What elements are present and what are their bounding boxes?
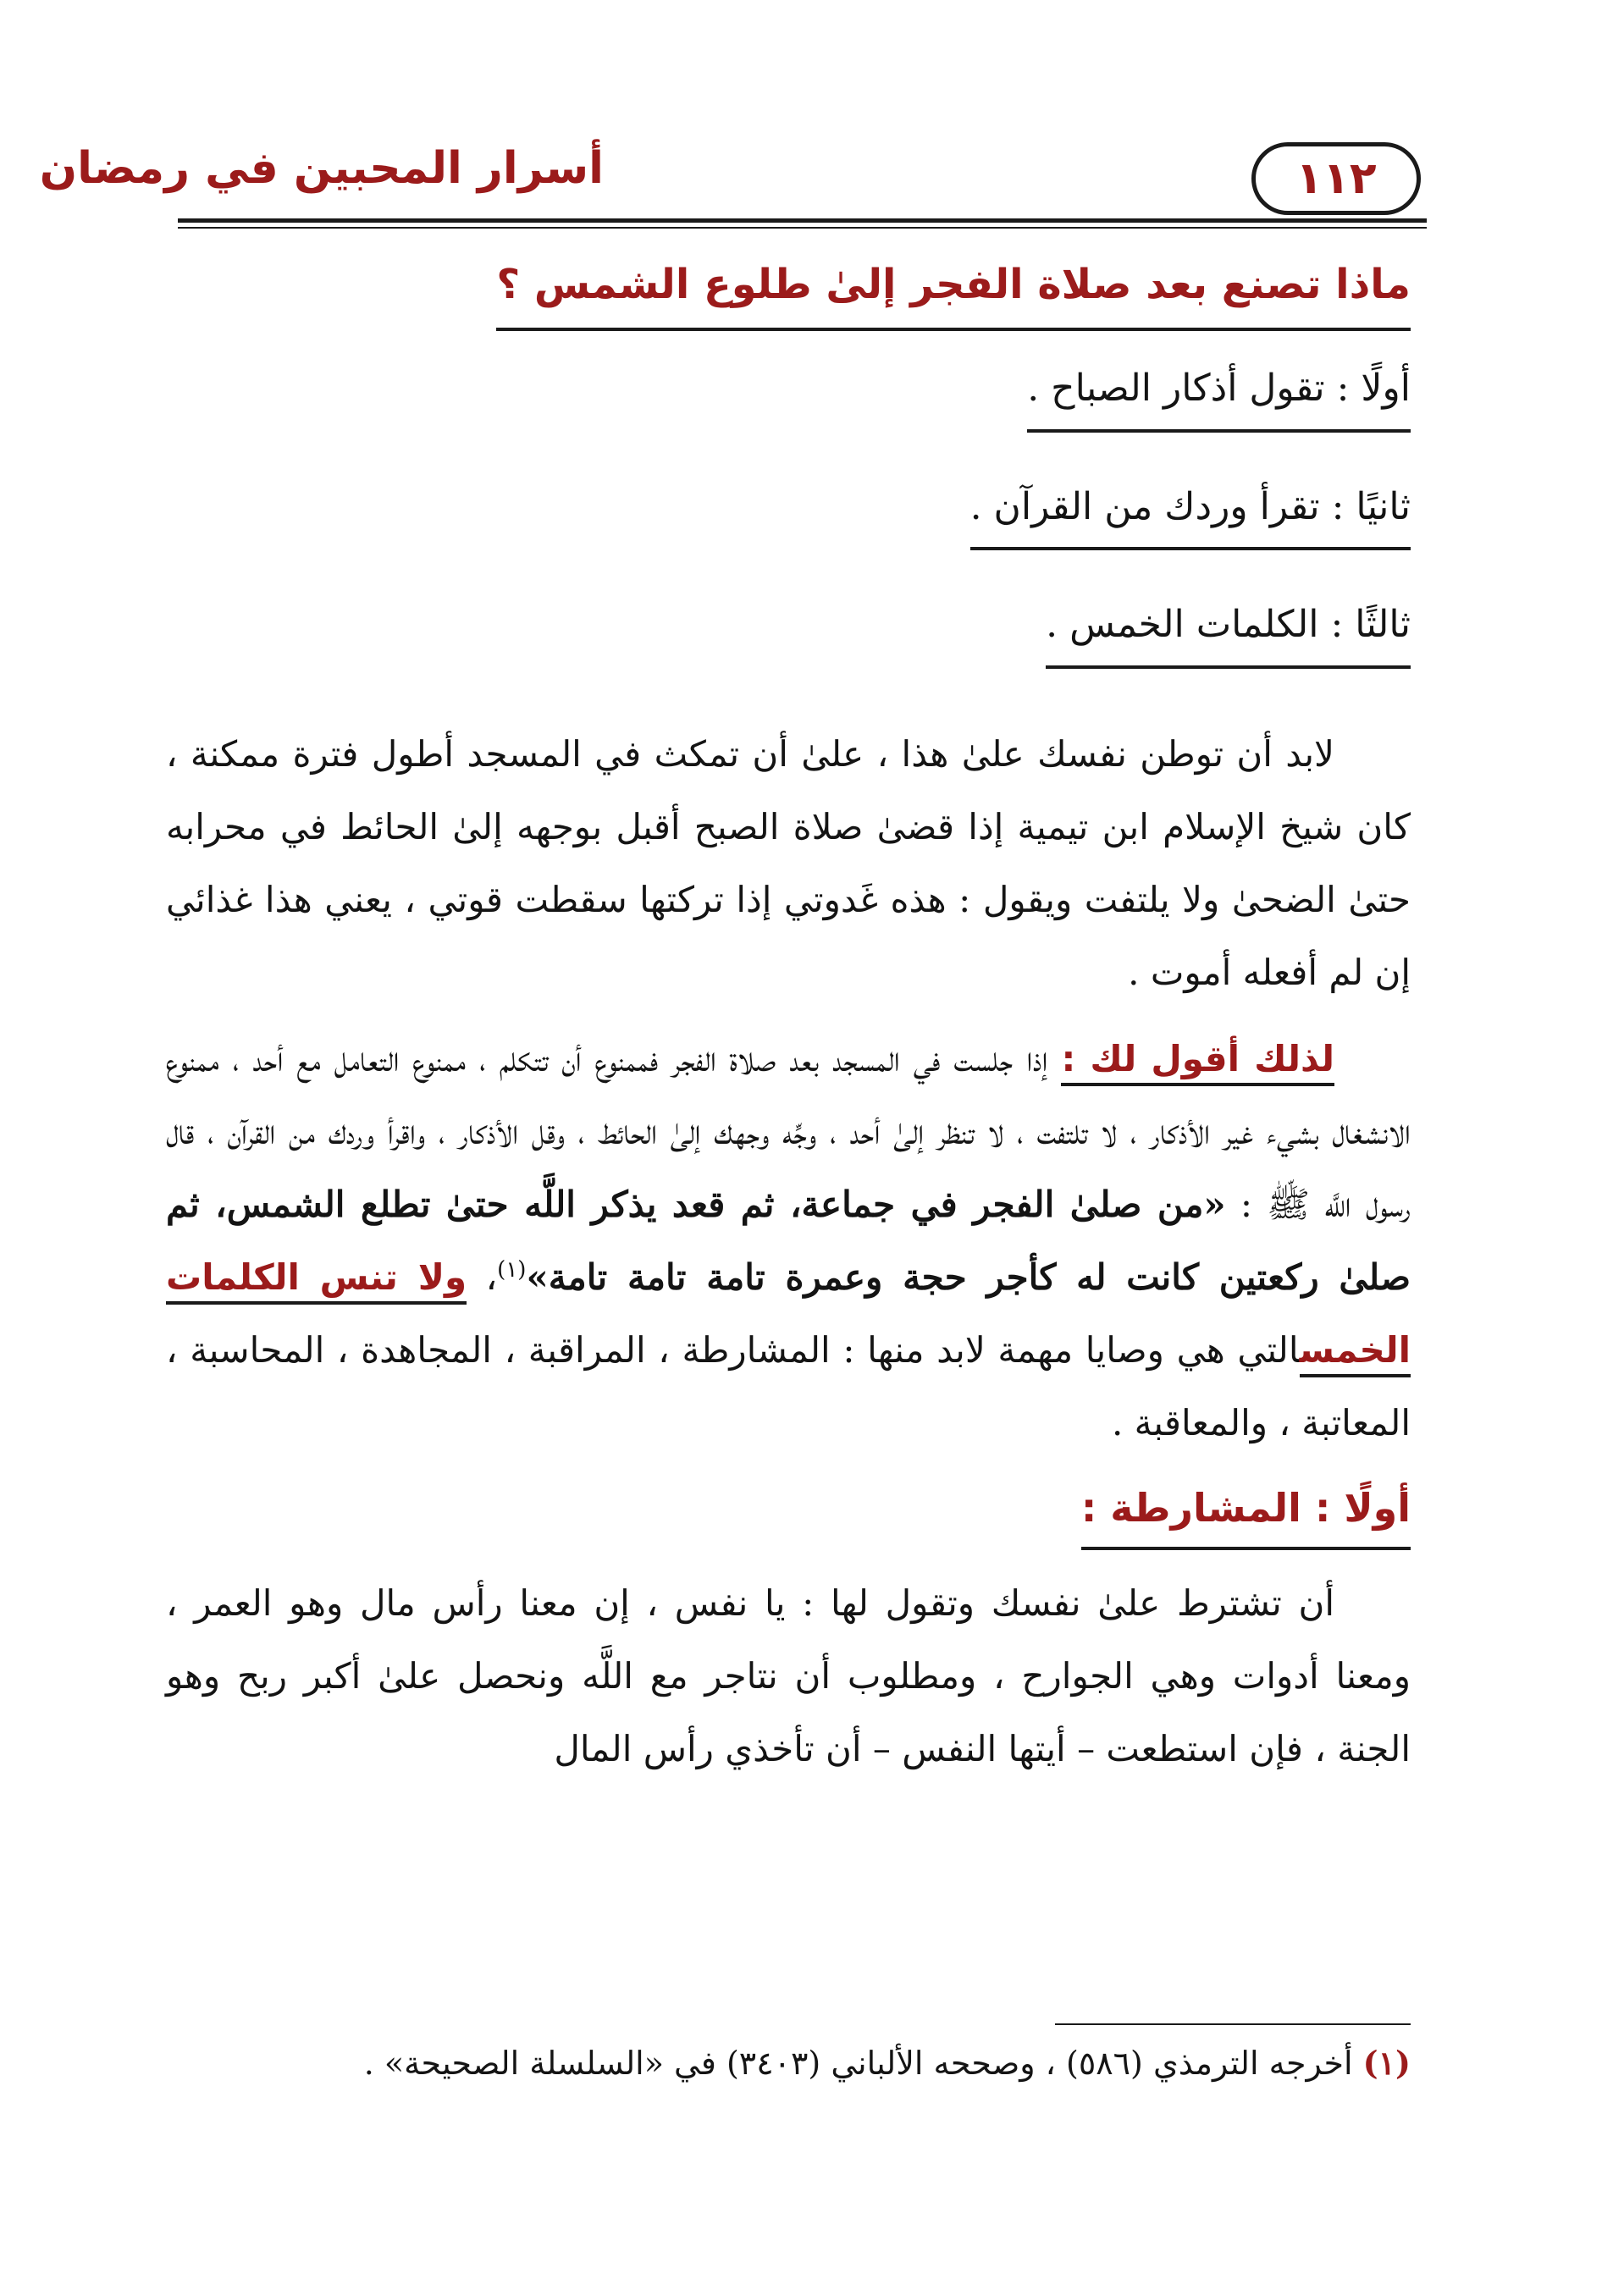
footnote xyxy=(166,2039,1411,2088)
advice-label: لذلك أقول لك : xyxy=(1061,1038,1334,1086)
footnote-number: (١) xyxy=(1362,2044,1411,2082)
page-number: ١١٢ xyxy=(1295,153,1377,204)
sub-heading-musharata: أولًا : المشارطة : xyxy=(1081,1483,1411,1551)
advice-text: إذا جلست في المسجد بعد صلاة الفجر فممنوع أن تتكلم ، ممنوع التعامل مع أحد ، ممنوع الانشغال بشيء غير الأذكار ، لا تلتفت ، لا تنظر إلىٰ أحد ، وجِّه وجهك إلىٰ الحائط ، وقل الأذكار ، واقرأ وردك من القرآن ، قال رسول اللَّه ﷺ : xyxy=(166,1037,1411,1225)
paragraph-musharata: أن تشترط علىٰ نفسك وتقول لها : يا نفس ، إن معنا رأس مال وهو العمر ، ومعنا أدوات وهي الجوارح ، ومطلوب أن نتاجر مع اللَّه ونحصل علىٰ أكبر ربح وهو الجنة ، فإن استطعت – أيتها النفس – أن تأخذي رأس المال xyxy=(166,1582,1411,1770)
main-text-column xyxy=(166,258,1411,1799)
five-words-emphasis: ولا تنس الكلمات الخمس xyxy=(166,1256,1411,1377)
header-rule-thick xyxy=(178,218,1427,223)
book-title: أسرار المحبين في رمضان xyxy=(39,143,604,194)
task-item-five-words: ثالثًا : الكلمات الخمس . xyxy=(1046,599,1411,668)
footnote-divider xyxy=(1055,2023,1411,2025)
header-rule-thin xyxy=(178,227,1427,229)
task-item-quran-reading: ثانيًا : تقرأ وردك من القرآن . xyxy=(970,482,1411,550)
paragraph-ibn-taymiyyah: لابد أن توطن نفسك علىٰ هذا ، علىٰ أن تمكث في المسجد أطول فترة ممكنة ، كان شيخ الإسلام ابن تيمية إذا قضىٰ صلاة الصبح أقبل بوجهه إلىٰ الحائط في محرابه حتىٰ الضحىٰ ولا يلتفت ويقول : هذه غَدوتي إذا تركتها سقطت قوتي ، يعني هذا غذائي إن لم أفعله أموت . xyxy=(166,732,1411,993)
footnote-reference: (١) xyxy=(497,1256,527,1283)
hadith-quote: «من صلىٰ الفجر في جماعة، ثم قعد يذكر اللَّه حتىٰ تطلع الشمس، ثم صلىٰ ركعتين كانت له كأجر حجة وعمرة تامة تامة تامة» xyxy=(166,1183,1411,1298)
paragraph-advice xyxy=(166,1023,1411,1460)
five-words-text: التي هي وصايا مهمة لابد منها : المشارطة ، المراقبة ، المجاهدة ، المحاسبة ، المعاتبة ، والمعاقبة . xyxy=(166,1328,1411,1443)
page-number-badge xyxy=(1251,142,1421,215)
footnote-text: أخرجه الترمذي (٥٨٦) ، وصححه الألباني (٣٤٠٣) في «السلسلة الصحيحة» . xyxy=(363,2045,1363,2082)
task-list xyxy=(166,363,1411,668)
task-item-morning-adhkar: أولًا : تقول أذكار الصباح . xyxy=(1027,363,1411,432)
comma-separator: ، xyxy=(467,1256,498,1298)
section-heading: ماذا تصنع بعد صلاة الفجر إلىٰ طلوع الشمس ؟ xyxy=(496,258,1411,331)
